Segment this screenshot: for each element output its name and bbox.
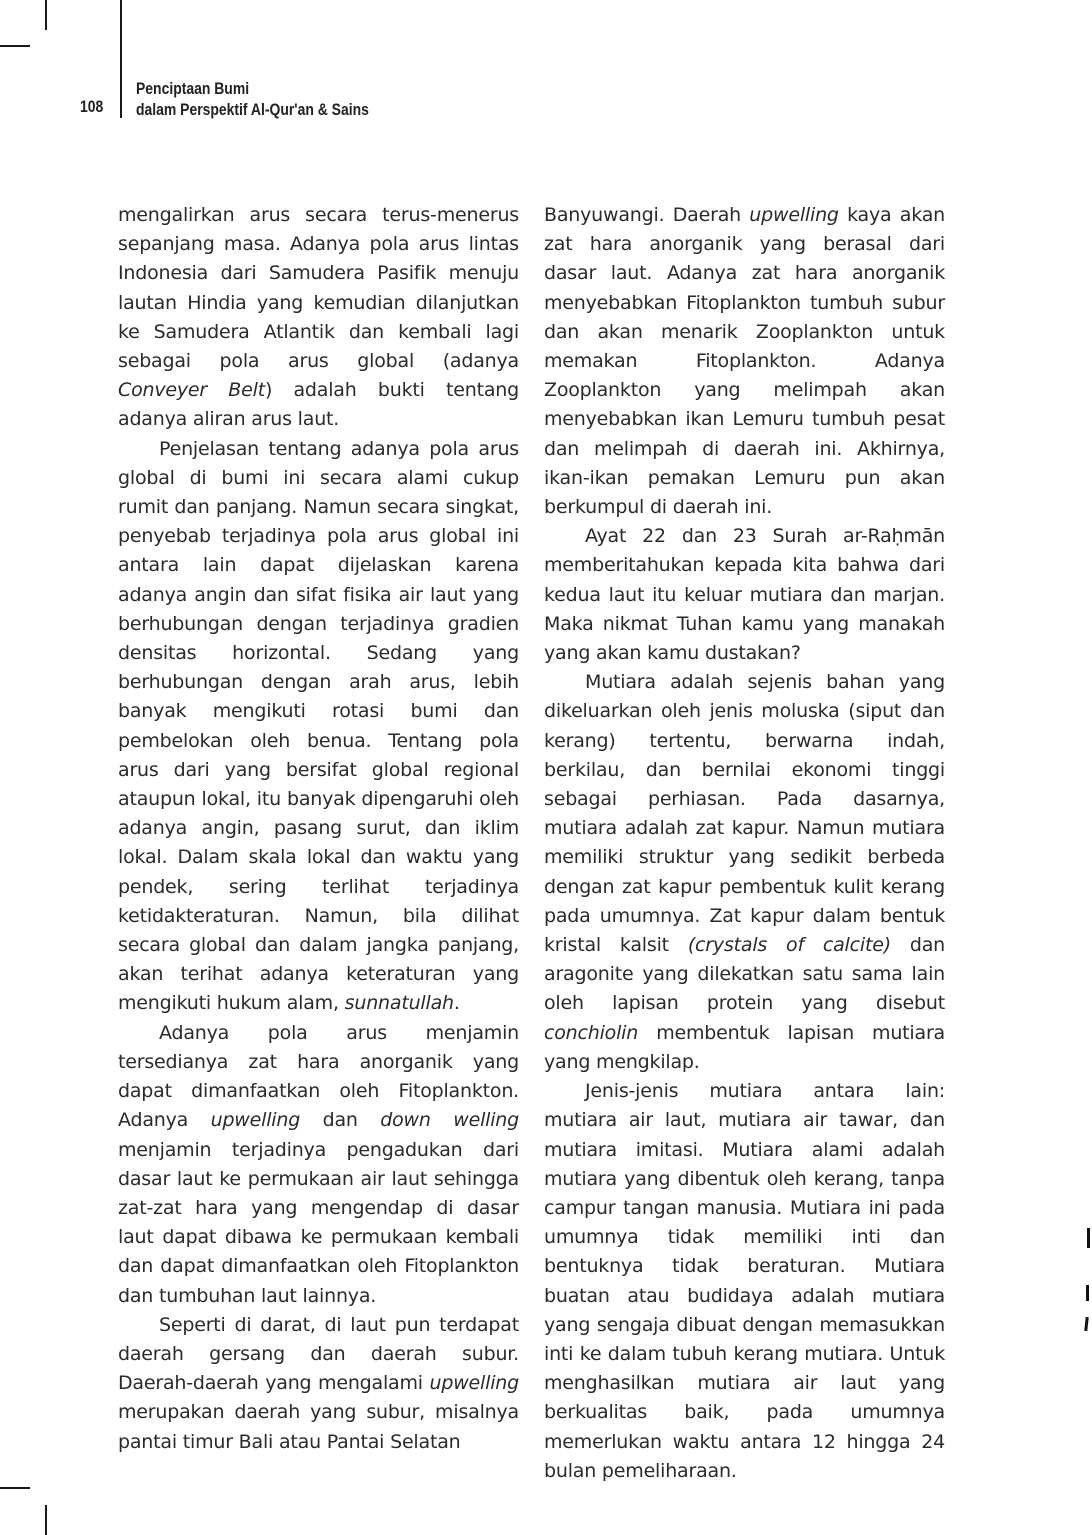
paragraph: Adanya pola arus menjamin tersedianya zat hara anorganik yang dapat dimanfaatkan oleh Fitoplankton. Adanya upwelling dan down welling menjamin terjadinya pengadukan dari dasar laut ke permukaan air laut sehingga zat-zat hara yang mengendap di dasar laut dapat dibawa ke permukaan kembali dan dapat dimanfaatkan oleh Fitoplankton dan tumbuhan laut lainnya. [118, 1021, 520, 1307]
paragraph: mengalirkan arus secara terus-menerus sepanjang masa. Adanya pola arus lintas Indonesia dari Samudera Pasifik menuju lautan Hindia yang kemudian dilanjutkan ke Samudera Atlantik dan kembali lagi sebagai pola arus global (adanya Conveyer Belt) adalah bukti tentang adanya aliran arus laut. [118, 204, 519, 431]
crop-mark-top-left-vertical [45, 0, 47, 30]
paragraph: Banyuwangi. Daerah upwelling kaya akan zat hara anorganik yang berasal dari dasar laut. Adanya zat hara anorganik menyebabkan Fitoplankton tumbuh subur dan akan menarik Zooplankton untuk memakan Fitoplankton. Adanya Zooplankton yang melimpah akan menyebabkan ikan Lemuru tumbuh pesat dan melimpah di daerah ini. Akhirnya, ikan-ikan pemakan Lemuru pun akan berkumpul di daerah ini. [544, 204, 945, 519]
running-title-line1: Penciptaan Bumi [136, 79, 250, 98]
left-column [118, 201, 519, 1457]
header-divider [120, 0, 122, 118]
right-column [544, 201, 945, 1486]
crop-mark-bottom-left-horizontal [0, 1487, 30, 1489]
edge-mark [1086, 1285, 1089, 1301]
running-header [136, 78, 369, 120]
paragraph: Jenis-jenis mutiara antara lain: mutiara air laut, mutiara air tawar, dan mutiara imitasi. Mutiara alami adalah mutiara yang dibentuk oleh kerang, tanpa campur tangan manusia. Mutiara ini pada umumnya tidak memiliki inti dan bentuknya tidak beraturan. Mutiara buatan atau budidaya adalah mutiara yang sengaja dibuat dengan memasukkan inti ke dalam tubuh kerang mutiara. Untuk menghasilkan mutiara air laut yang berkualitas baik, pada umumnya memerlukan waktu antara 12 hingga 24 bulan pemeliharaan. [544, 1080, 945, 1482]
crop-mark-top-left-horizontal [0, 45, 30, 47]
edge-mark [1084, 1317, 1088, 1331]
page-number: 108 [80, 97, 104, 116]
paragraph: Ayat 22 dan 23 Surah ar-Raḥmān memberitahukan kepada kita bahwa dari kedua laut itu keluar mutiara dan marjan. Maka nikmat Tuhan kamu yang manakah yang akan kamu dustakan? [544, 525, 945, 665]
crop-mark-bottom-left-vertical [45, 1505, 47, 1535]
paragraph: Seperti di darat, di laut pun terdapat daerah gersang dan daerah subur. Daerah-daerah yang mengalami upwelling merupakan daerah yang subur, misalnya pantai timur Bali atau Pantai Selatan [118, 1313, 519, 1453]
running-title-line2: dalam Perspektif Al-Qur'an & Sains [136, 100, 369, 119]
edge-mark [1087, 1228, 1090, 1248]
paragraph: Mutiara adalah sejenis bahan yang dikeluarkan oleh jenis moluska (siput dan kerang) tertentu, berwarna indah, berkilau, dan bernilai ekonomi tinggi sebagai perhiasan. Pada dasarnya, mutiara adalah zat kapur. Namun mutiara memiliki struktur yang sedikit berbeda dengan zat kapur pembentuk kulit kerang pada umumnya. Zat kapur dalam bentuk kristal kalsit (crystals of calcite) dan aragonite yang dilekatkan satu sama lain oleh lapisan protein yang disebut conchiolin membentuk lapisan mutiara yang mengkilap. [544, 671, 945, 1073]
paragraph: Penjelasan tentang adanya pola arus global di bumi ini secara alami cukup rumit dan panjang. Namun secara singkat, penyebab terjadinya pola arus global ini antara lain dapat dijelaskan karena adanya angin dan sifat fisika air laut yang berhubungan dengan terjadinya gradien densitas horizontal. Sedang yang berhubungan dengan arah arus, lebih banyak mengikuti rotasi bumi dan pembelokan oleh benua. Tentang pola arus dari yang bersifat global regional ataupun lokal, itu banyak dipengaruhi oleh adanya angin, pasang surut, dan iklim lokal. Dalam skala lokal dan waktu yang pendek, sering terlihat terjadinya ketidakteraturan. Namun, bila dilihat secara global dan dalam jangka panjang, akan terihat adanya keteraturan yang mengikuti hukum alam, sunnatullah. [118, 437, 519, 1015]
